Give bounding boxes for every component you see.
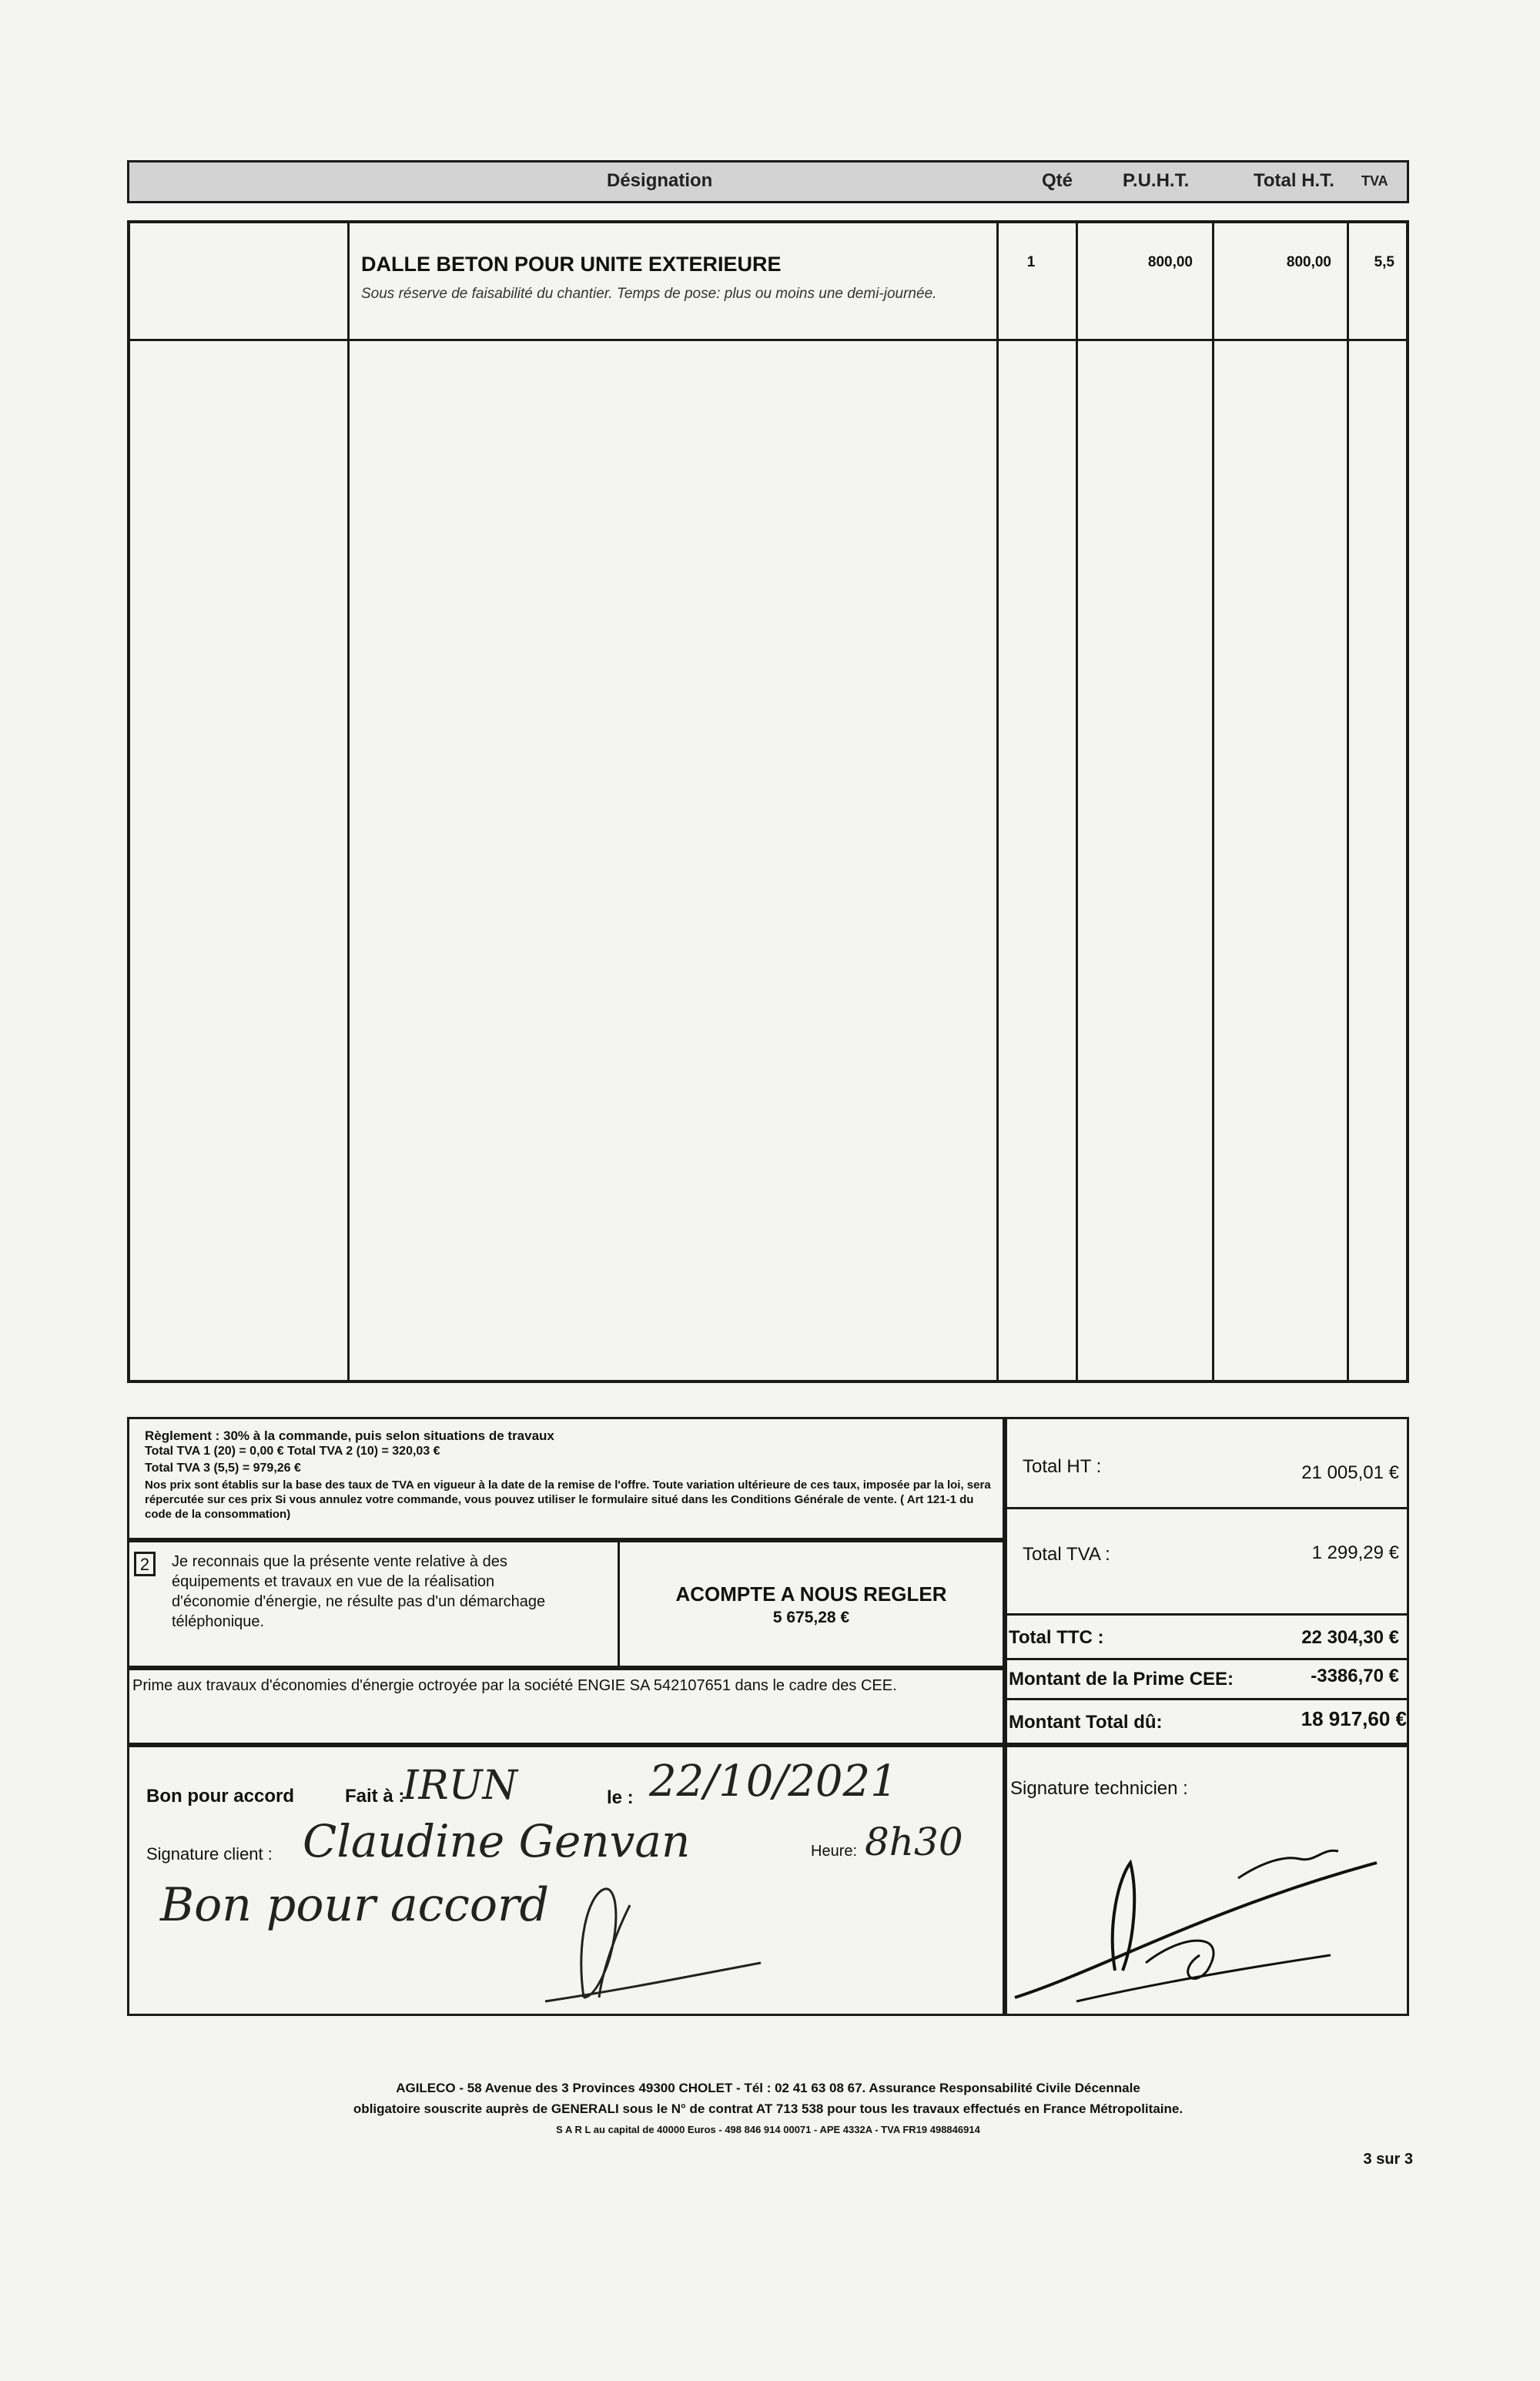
reglement-tva-line2: Total TVA 3 (5,5) = 979,26 €	[145, 1462, 301, 1475]
reglement-notice: Nos prix sont établis sur la base des taux de TVA en vigueur à la date de la remise de l'offre. Toute variation ultérieure de ces taux, imposée par la loi, sera répercutée sur ces prix Si vous annulez votre commande, vous pouvez utiliser le formulaire situé dans les Conditions Générale de vente. ( Art 121-1 du code de la consommation)	[145, 1478, 991, 1521]
acompte-label: ACOMPTE A NOUS REGLER	[675, 1582, 947, 1606]
item-puht: 800,00	[1147, 254, 1193, 270]
header-designation: Désignation	[607, 170, 713, 191]
total-ht-label: Total HT :	[1023, 1456, 1102, 1477]
technician-signature-box	[1005, 1745, 1409, 2016]
item-qte: 1	[1026, 254, 1036, 270]
item-description: Sous réserve de faisabilité du chantier. Temps de pose: plus ou moins une demi-journée.	[361, 286, 937, 302]
reglement-box	[127, 1417, 1005, 1540]
company-footer	[127, 2078, 1409, 2140]
bon-pour-accord-label: Bon pour accord	[146, 1786, 295, 1807]
item-title: DALLE BETON POUR UNITE EXTERIEURE	[361, 253, 782, 276]
heure-value: 8h30	[865, 1820, 963, 1864]
total-du-value: 18 917,60 €	[1301, 1707, 1407, 1730]
handwritten-note: Bon pour accord	[160, 1878, 550, 1932]
reglement-tva-line1: Total TVA 1 (20) = 0,00 € Total TVA 2 (10) = 320,03 €	[145, 1445, 440, 1458]
header-total-ht: Total H.T.	[1254, 170, 1334, 191]
totals-box	[1005, 1417, 1409, 1745]
item-tva: 5,5	[1374, 254, 1394, 270]
fait-a-label: Fait à :	[345, 1786, 405, 1807]
total-tva-label: Total TVA :	[1023, 1544, 1110, 1565]
item-total-ht: 800,00	[1286, 254, 1331, 270]
header-puht: P.U.H.T.	[1123, 170, 1190, 191]
acompte-box	[618, 1540, 1005, 1668]
prime-cee-value: -3386,70 €	[1311, 1666, 1399, 1686]
prime-cee-label: Montant de la Prime CEE:	[1009, 1669, 1234, 1689]
footer-line2: obligatoire souscrite auprès de GENERALI sous le N° de contrat AT 713 538 pour tous les travaux effectués en France Métropolitaine.	[353, 2101, 1183, 2116]
declaration-checkbox[interactable]: 2	[134, 1552, 156, 1576]
date-value: 22/10/2021	[649, 1756, 898, 1807]
total-tva-value: 1 299,29 €	[1311, 1542, 1399, 1563]
client-name-handwritten: Claudine Genvan	[303, 1815, 691, 1867]
declaration-box	[127, 1540, 620, 1668]
client-signature-box	[127, 1745, 1005, 2016]
prime-text: Prime aux travaux d'économies d'énergie octroyée par la société ENGIE SA 542107651 dans le cadre des CEE.	[132, 1677, 897, 1694]
total-ttc-label: Total TTC :	[1009, 1627, 1104, 1648]
client-signature-label: Signature client :	[146, 1844, 273, 1864]
declaration-text: Je reconnais que la présente vente relative à des équipements et travaux en vue de la réalisation d'économie d'énergie, ne résulte pas d'un démarchage téléphonique.	[172, 1553, 546, 1630]
total-du-label: Montant Total dû:	[1009, 1712, 1163, 1733]
fait-a-value: IRUN	[403, 1763, 518, 1809]
technician-signature-scribble	[1007, 1817, 1408, 2009]
prime-box	[127, 1668, 1005, 1745]
total-ht-value: 21 005,01 €	[1301, 1462, 1399, 1483]
footer-line3: S A R L au capital de 40000 Euros - 498 846 914 00071 - APE 4332A - TVA FR19 498846914	[556, 2124, 980, 2135]
date-label: le :	[607, 1787, 634, 1808]
technician-signature-label: Signature technicien :	[1010, 1778, 1188, 1799]
heure-label: Heure:	[811, 1843, 858, 1860]
acompte-value: 5 675,28 €	[772, 1609, 850, 1626]
header-qte: Qté	[1042, 170, 1073, 191]
header-tva: TVA	[1361, 173, 1388, 189]
reglement-title: Règlement : 30% à la commande, puis selon situations de travaux	[145, 1428, 554, 1443]
client-signature-scribble	[530, 1882, 776, 2005]
table-row	[130, 223, 1406, 339]
table-header	[127, 160, 1409, 203]
page-number: 3 sur 3	[1363, 2151, 1413, 2168]
total-ttc-value: 22 304,30 €	[1301, 1627, 1399, 1648]
items-table	[127, 220, 1409, 1383]
footer-line1: AGILECO - 58 Avenue des 3 Provinces 49300 CHOLET - Tél : 02 41 63 08 67. Assurance Responsabilité Civile Décennale	[396, 2081, 1140, 2095]
